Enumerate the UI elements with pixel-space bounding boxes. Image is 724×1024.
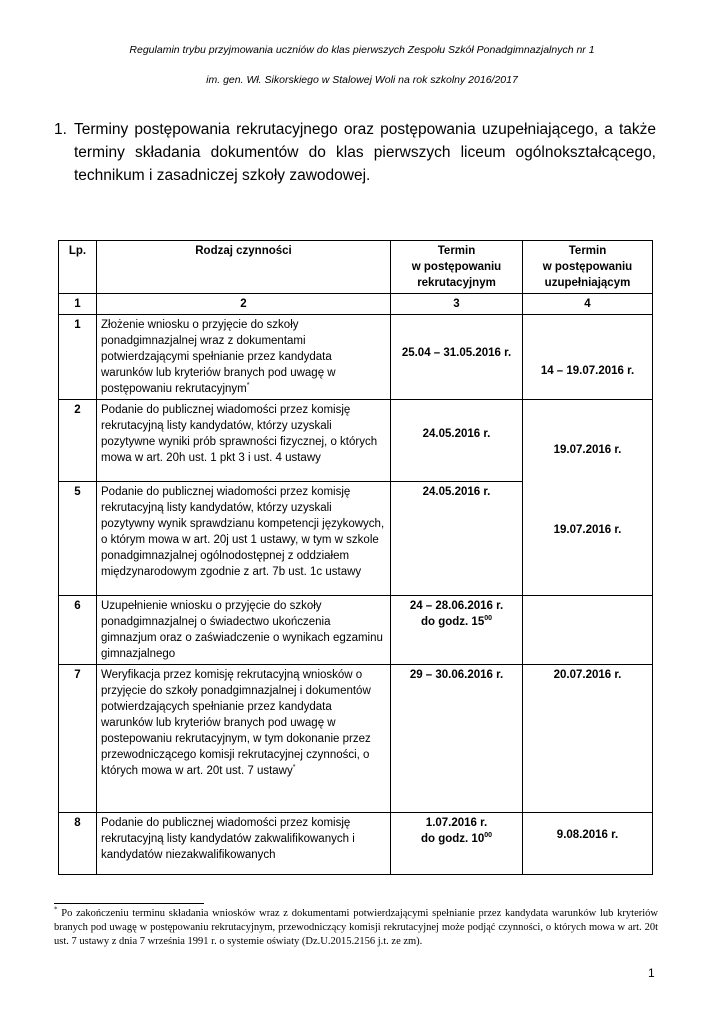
row-term-recruitment: 25.04 – 31.05.2016 r.	[391, 315, 523, 400]
row-term-rec-time: do godz. 10	[420, 833, 485, 845]
row-lp: 8	[59, 813, 97, 875]
row-term-rec-minutes: 00	[484, 832, 493, 840]
row-lp: 5	[59, 482, 97, 596]
row-activity: Podanie do publicznej wiadomości przez komisję rekrutacyjną listy kandydatów zakwalifikowanych i kandydatów niezakwalifikowanych	[97, 813, 391, 875]
row-term-supplementary: 20.07.2016 r.	[523, 665, 653, 813]
footnote-mark: *	[54, 905, 58, 914]
header-activity: Rodzaj czynności	[97, 241, 391, 294]
table-header-row	[59, 241, 653, 294]
document-header-line2: im. gen. Wł. Sikorskiego w Stalowej Woli na rok szkolny 2016/2017	[206, 74, 518, 86]
section-heading	[54, 118, 656, 187]
row-term-rec-line1: 24 – 28.06.2016 r.	[409, 600, 504, 612]
footnote-ref: *	[246, 382, 250, 390]
table-row	[59, 482, 653, 596]
column-index-row	[59, 294, 653, 315]
row-activity: Uzupełnienie wniosku o przyjęcie do szkoły ponadgimnazjalnej o świadectwo ukończenia gimnazjum oraz o zaświadczenie o wynikach egzaminu gimnazjalnego	[97, 596, 391, 665]
row-term-supplementary: 19.07.2016 r.	[523, 400, 653, 482]
row-term-rec-line2	[395, 831, 518, 847]
table-row	[59, 596, 653, 665]
row-term-recruitment: 24.05.2016 r.	[391, 400, 523, 482]
header-term-sup-line2: w postępowaniu	[542, 261, 633, 273]
header-term-recruitment	[391, 241, 523, 294]
column-index: 2	[97, 294, 391, 315]
row-term-recruitment: 29 – 30.06.2016 r.	[391, 665, 523, 813]
table-row	[59, 400, 653, 482]
footnote	[54, 907, 658, 949]
header-term-rec-line3: rekrutacyjnym	[417, 277, 496, 289]
header-lp: Lp.	[59, 241, 97, 294]
document-header-line1: Regulamin trybu przyjmowania uczniów do klas pierwszych Zespołu Szkół Ponadgimnazjalnych nr 1	[129, 44, 595, 56]
row-lp: 7	[59, 665, 97, 813]
row-activity	[97, 315, 391, 400]
row-lp: 6	[59, 596, 97, 665]
row-lp: 1	[59, 315, 97, 400]
row-term-rec-time: do godz. 15	[420, 616, 485, 628]
row-activity: Podanie do publicznej wiadomości przez komisję rekrutacyjną listy kandydatów, którzy uzyskali pozytywne wyniki prób sprawności fizycznej, o których mowa w art. 20h ust. 1 pkt 3 i ust. 4 ustawy	[97, 400, 391, 482]
section-number: 1.	[54, 121, 67, 138]
header-term-sup-line1: Termin	[568, 245, 607, 257]
row-term-supplementary: 14 – 19.07.2016 r.	[523, 315, 653, 400]
footnote-ref: *	[292, 764, 296, 772]
column-index: 3	[391, 294, 523, 315]
row-activity	[97, 665, 391, 813]
row-term-rec-line1: 1.07.2016 r.	[425, 817, 488, 829]
row-term-recruitment	[391, 596, 523, 665]
column-index: 1	[59, 294, 97, 315]
section-title: Terminy postępowania rekrutacyjnego oraz postępowania uzupełniającego, a także terminy składania dokumentów do klas pierwszych liceum ogólnokształcącego, technikum i zasadniczej szkoły zawodowej.	[74, 121, 656, 184]
row-activity-text: Złożenie wniosku o przyjęcie do szkoły ponadgimnazjalnej wraz z dokumentami potwierdzającymi spełnianie przez kandydata warunków lub kryteriów branych pod uwagę w postępowaniu rekrutacyjnym	[101, 319, 336, 395]
table-row	[59, 315, 653, 400]
footnote-text: Po zakończeniu terminu składania wniosków wraz z dokumentami potwierdzającymi spełnianie przez kandydata warunków lub kryteriów branych pod uwagę w postępowaniu rekrutacyjnym, przewodniczący komisji rekrutacyjnej może podjąć czynności, o których mowa w art. 20t ust. 7 ustawy z dnia 7 września 1991 r. o systemie oświaty (Dz.U.2015.2156 j.t. ze zm).	[54, 908, 658, 947]
page-number: 1	[648, 966, 655, 980]
schedule-table	[58, 240, 653, 875]
row-term-recruitment	[391, 813, 523, 875]
row-term-supplementary: 19.07.2016 r.	[523, 482, 653, 596]
footnote-separator	[54, 903, 204, 904]
row-term-rec-minutes: 00	[484, 615, 493, 623]
header-term-sup-line3: uzupełniającym	[544, 277, 631, 289]
table-row	[59, 813, 653, 875]
header-term-supplementary	[523, 241, 653, 294]
row-lp: 2	[59, 400, 97, 482]
row-term-recruitment: 24.05.2016 r.	[391, 482, 523, 596]
header-term-rec-line2: w postępowaniu	[411, 261, 502, 273]
row-term-rec-line2	[395, 614, 518, 630]
header-term-rec-line1: Termin	[437, 245, 476, 257]
column-index: 4	[523, 294, 653, 315]
row-activity-text: Weryfikacja przez komisję rekrutacyjną wniosków o przyjęcie do szkoły ponadgimnazjalnej i dokumentów potwierdzających spełnianie przez kandydata warunków lub kryteriów branych pod uwagę w postepowaniu rekrutacyjnym, w tym dokonanie przez przewodniczącego komisji rekrutacyjnej czynności, o których mowa w art. 20t ust. 7 ustawy	[101, 669, 371, 777]
row-term-supplementary	[523, 596, 653, 665]
table-row	[59, 665, 653, 813]
row-term-supplementary: 9.08.2016 r.	[523, 813, 653, 875]
row-activity: Podanie do publicznej wiadomości przez komisję rekrutacyjną listy kandydatów, którzy uzyskali pozytywny wynik sprawdzianu kompetencji językowych, o którym mowa w art. 20j ust 1 ustawy, w tym w szkole ponadgimnazjalnej ogólnodostępnej z oddziałem międzynarodowym zgodnie z art. 7b ust. 1c ustawy	[97, 482, 391, 596]
